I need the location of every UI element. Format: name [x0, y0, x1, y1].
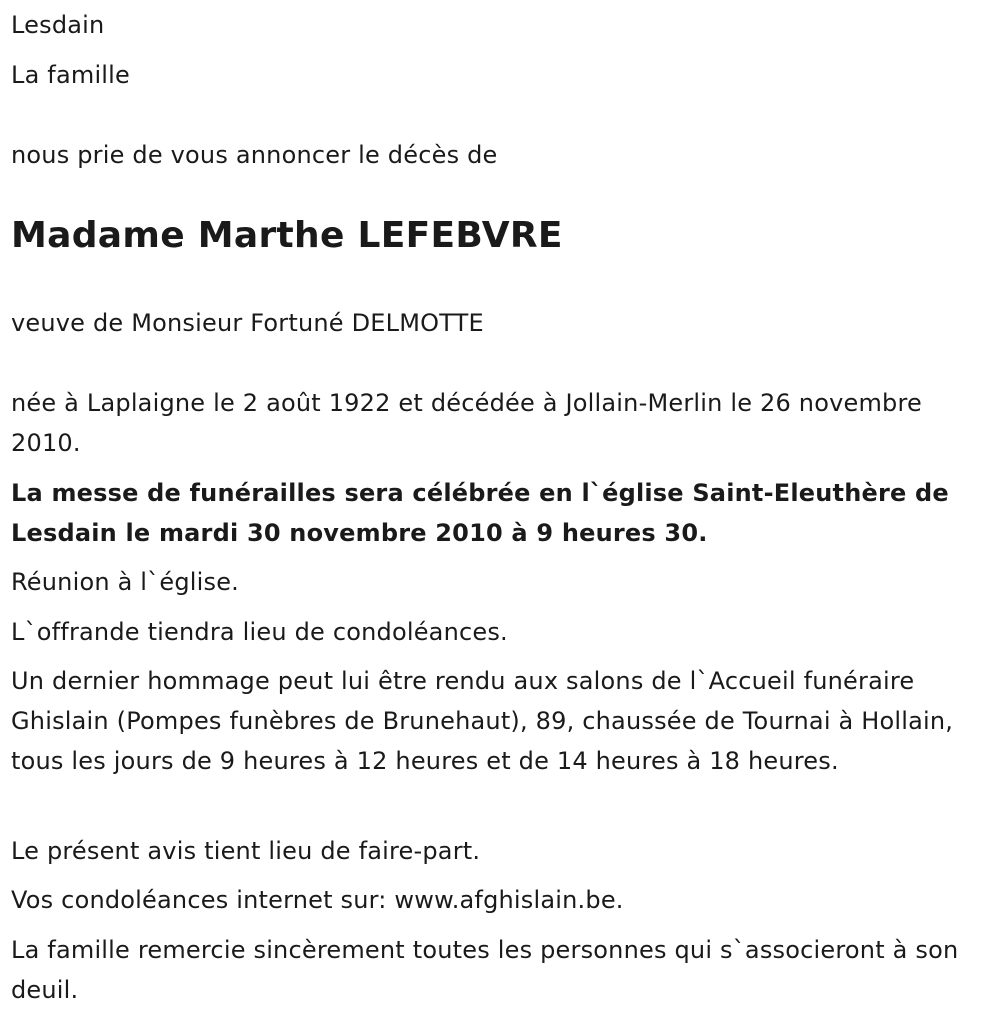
funeral-mass-paragraph: La messe de funérailles sera célébrée en l`église Saint-Eleuthère de Lesdain le mardi 30 novembre 2010 à 9 heures 30. — [11, 479, 949, 547]
thanks-paragraph: La famille remercie sincèrement toutes les personnes qui s`associeront à son deuil. — [11, 936, 959, 1004]
birth-death-paragraph: née à Laplaigne le 2 août 1922 et décédée à Jollain-Merlin le 26 novembre 2010. — [11, 389, 922, 457]
offering-line: L`offrande tiendra lieu de condoléances. — [11, 618, 508, 646]
tribute-paragraph: Un dernier hommage peut lui être rendu aux salons de l`Accueil funéraire Ghislain (Pompes funèbres de Brunehaut), 89, chaussée de Tournai à Hollain, tous les jours de 9 heures à 12 heures et de 14 heures à 18 heures. — [11, 667, 954, 775]
meeting-line: Réunion à l`église. — [11, 568, 240, 596]
deceased-name: Madame Marthe LEFEBVRE — [11, 215, 563, 256]
town-heading: Lesdain — [11, 11, 105, 39]
widow-of-line: veuve de Monsieur Fortuné DELMOTTE — [11, 309, 484, 337]
intro-line: nous prie de vous annoncer le décès de — [11, 141, 498, 169]
family-line: La famille — [11, 61, 131, 89]
online-condolences-line: Vos condoléances internet sur: www.afghislain.be. — [11, 886, 624, 914]
announcement-line: Le présent avis tient lieu de faire-part. — [11, 837, 481, 865]
